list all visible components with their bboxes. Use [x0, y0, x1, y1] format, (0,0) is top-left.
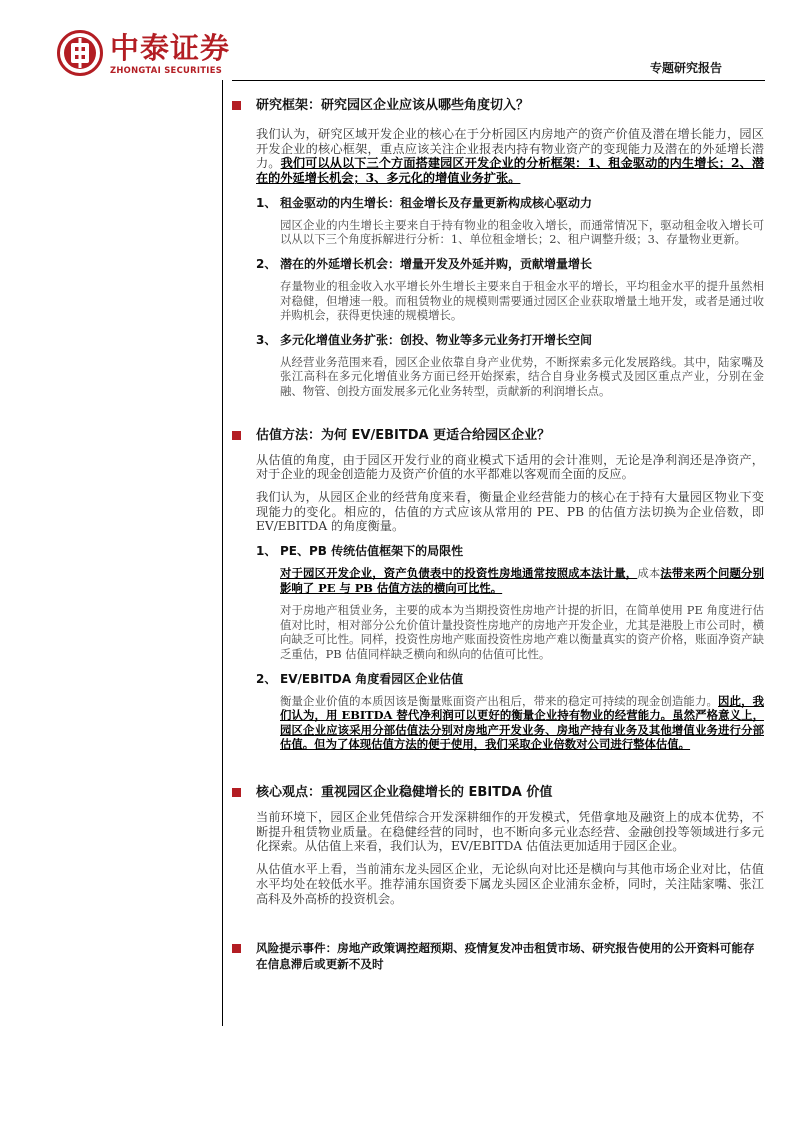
section-paragraph: 我们认为，研究区域开发企业的核心在于分析园区内房地产的资产价值及潜在增长能力，园区开发企业的核心框架，重点应该关注企业报表内持有物业资产的变现能力及潜在的外延增长潜力。我们可以从以下三个方面搭建园区开发企业的分析框架：1、租金驱动的内生增长；2、潜在的外延增长机会；3、多元化的增值业务扩张。	[256, 127, 765, 186]
section-bullet-icon	[232, 944, 241, 953]
logo-chinese-name: 中泰证券	[110, 31, 231, 65]
subsection-paragraph: 衡量企业价值的本质因该是衡量账面资产出租后，带来的稳定可持续的现金创造能力。因此，我们认为，用 EBITDA 替代净利润可以更好的衡量企业持有物业的经营能力。虽然严格意义上，园区企业应该采用分部估值法分别对房地产开发业务、房地产持有业务及其他增值业务进行分部估值。但为了体现估值方法的便于使用，我们采取企业倍数对公司进行整体估值。	[280, 693, 764, 752]
risk-warning: 风险提示事件：房地产政策调控超预期、疫情复发冲击租赁市场、研究报告使用的公开资料可能存在信息滞后或更新不及时	[256, 940, 764, 972]
report-type-label: 专题研究报告	[650, 61, 723, 75]
section-bullet-icon	[232, 101, 241, 110]
subsection-title: 3、 多元化增值业务扩张：创投、物业等多元业务打开增长空间	[256, 332, 593, 347]
section-bullet-icon	[232, 431, 241, 440]
section-bullet-icon	[232, 788, 241, 797]
subsection-title: 2、 潜在的外延增长机会：增量开发及外延并购，贡献增量增长	[256, 257, 593, 271]
section-title-research-framework: 研究框架：研究园区企业应该从哪些角度切入？	[256, 97, 768, 115]
subsection-paragraph: 对于园区开发企业，资产负债表中的投资性房地通常按照成本法计量，成本法带来两个问题分别影响了 PE 与 PB 估值方法的横向可比性。	[280, 566, 764, 595]
subsection-paragraph: 从经营业务范围来看，园区企业依靠自身产业优势，不断探索多元化发展路线。其中，陆家嘴及张江高科在多元化增值业务方面已经开始探索，结合自身业务模式及园区重点产业，分别在金融、物管、创投方面发展多元化业务转型，贡献新的利润增长点。	[280, 354, 764, 398]
subsection-paragraph: 园区企业的内生增长主要来自于持有物业的租金收入增长，而通常情况下，驱动租金收入增长可以从以下三个角度拆解进行分析：1、单位租金增长；2、租户调整升级；3、存量物业更新。	[280, 217, 764, 247]
section-title-core-view: 核心观点：重视园区企业稳健增长的 EBITDA 价值	[256, 784, 768, 802]
report-body	[232, 93, 768, 972]
section-title-valuation-method: 估值方法：为何 EV/EBITDA 更适合给园区企业？	[256, 427, 768, 445]
section-paragraph: 从估值的角度，由于园区开发行业的商业模式下适用的会计准则，无论是净利润还是净资产，对于企业的现金创造能力及资产价值的水平都难以客观而全面的反应。	[256, 452, 764, 482]
logo-english-name: ZHONGTAI SECURITIES	[110, 65, 223, 75]
margin-vertical-rule	[222, 80, 223, 1026]
subsection-title: 1、 租金驱动的内生增长：租金增长及存量更新构成核心驱动力	[256, 195, 593, 210]
section-paragraph: 我们认为，从园区企业的经营角度来看，衡量企业经营能力的核心在于持有大量园区物业下变现能力的变化。相应的，估值的方式应该从常用的 PE、PB 的估值方法切换为企业倍数，即 EV/EBITDA 的角度衡量。	[256, 489, 764, 534]
subsection-paragraph: 存量物业的租金收入水平增长外生增长主要来自于租金水平的增长，平均租金水平的提升虽然相对稳健，但增速一般。而租赁物业的规模则需要通过园区企业获取增量土地开发，或者是通过收并购机会，获得更快速的规模增长。	[280, 279, 764, 323]
section-paragraph: 当前环境下，园区企业凭借综合开发深耕细作的开发模式，凭借拿地及融资上的成本优势，不断提升租赁物业质量。在稳健经营的同时，也不断向多元业态经营、金融创投等领域进行多元化探索。从估值上来看，我们认为，EV/EBITDA 估值法更加适用于园区企业。	[256, 810, 764, 854]
subsection-title: 2、 EV/EBITDA 角度看园区企业估值	[256, 671, 464, 686]
subsection-title: 1、 PE、PB 传统估值框架下的局限性	[256, 544, 464, 559]
zhongtai-logo-icon	[57, 30, 103, 76]
header-divider	[232, 80, 765, 81]
page-header	[0, 0, 793, 82]
section-paragraph: 从估值水平上看，当前浦东龙头园区企业，无论纵向对比还是横向与其他市场企业对比，估值水平均处在较低水平。推荐浦东国资委下属龙头园区企业浦东金桥，同时，关注陆家嘴、张江高科及外高桥的投资机会。	[256, 862, 764, 906]
subsection-paragraph: 对于房地产租赁业务，主要的成本为当期投资性房地产计提的折旧，在简单使用 PE 角度进行估值对比时，相对部分公允价值计量投资性房地产的房地产开发企业，尤其是港股上市公司时，横向缺乏可比性。同样，投资性房地产账面投资性房地产难以衡量真实的资产价格，账面净资产缺乏重估，PB 估值同样缺乏横向和纵向的估值可比性。	[280, 603, 764, 662]
